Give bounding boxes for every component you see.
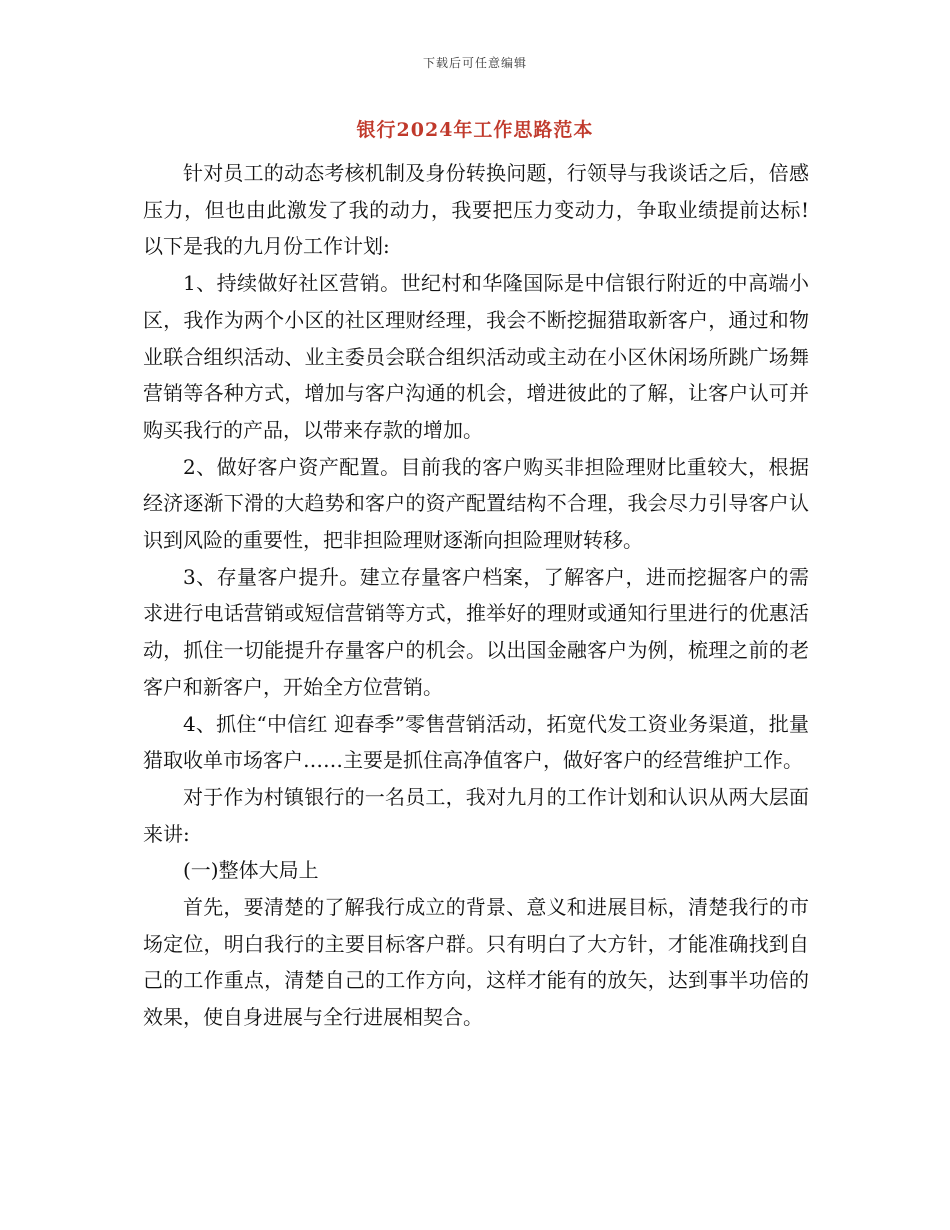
paragraph-intro: 针对员工的动态考核机制及身份转换问题，行领导与我谈话之后，倍感压力，但也由此激发了我的动力，我要把压力变动力，争取业绩提前达标!以下是我的九月份工作计划: bbox=[143, 161, 809, 259]
paragraph-overview: 对于作为村镇银行的一名员工，我对九月的工作计划和认识从两大层面来讲: bbox=[143, 784, 809, 846]
document-title: 银行2024年工作思路范本 bbox=[356, 119, 594, 141]
paragraph-item-1: 1、持续做好社区营销。世纪村和华隆国际是中信银行附近的中高端小区，我作为两个小区的社区理财经理，我会不断挖掘猎取新客户，通过和物业联合组织活动、业主委员会联合组织活动或主动在小区休闲场所跳广场舞营销等各种方式，增加与客户沟通的机会，增进彼此的了解，让客户认可并购买我行的产品，以带来存款的增加。 bbox=[143, 271, 809, 442]
section-heading-1: (一)整体大局上 bbox=[183, 858, 319, 883]
document-body bbox=[143, 155, 809, 1036]
paragraph-first: 首先，要清楚的了解我行成立的背景、意义和进展目标，清楚我行的市场定位，明白我行的主要目标客户群。只有明白了大方针，才能准确找到自己的工作重点，清楚自己的工作方向，这样才能有的放矢，达到事半功倍的效果，使自身进展与全行进展相契合。 bbox=[143, 895, 809, 1030]
paragraph-item-4: 4、抓住“中信红 迎春季”零售营销活动，拓宽代发工资业务渠道，批量猎取收单市场客户……主要是抓住高净值客户，做好客户的经营维护工作。 bbox=[143, 711, 809, 773]
paragraph-item-2: 2、做好客户资产配置。目前我的客户购买非担险理财比重较大，根据经济逐渐下滑的大趋势和客户的资产配置结构不合理，我会尽力引导客户认识到风险的重要性，把非担险理财逐渐向担险理财转移。 bbox=[143, 454, 809, 553]
header-note: 下载后可任意编辑 bbox=[422, 56, 527, 70]
paragraph-item-3: 3、存量客户提升。建立存量客户档案，了解客户，进而挖掘客户的需求进行电话营销或短信营销等方式，推举好的理财或通知行里进行的优惠活动，抓住一切能提升存量客户的机会。以出国金融客户为例，梳理之前的老客户和新客户，开始全方位营销。 bbox=[143, 564, 809, 699]
